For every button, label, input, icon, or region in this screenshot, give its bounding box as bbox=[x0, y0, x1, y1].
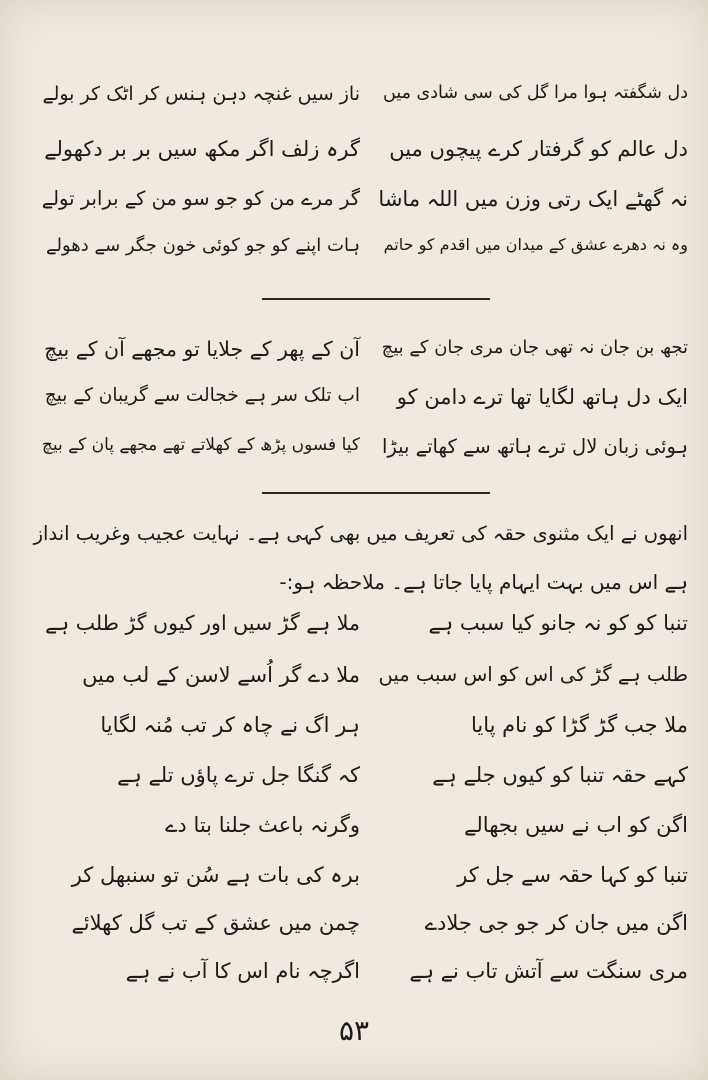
stanza1-left-line-2: گرہ زلف اگر مکھ سیں بر بر دکھولے bbox=[44, 137, 360, 161]
masnavi-left-line-2: ملا دے گر اُسے لاسن کے لب میں bbox=[82, 663, 360, 687]
masnavi-left-line-5: وگرنہ باعث جلنا بتا دے bbox=[165, 813, 360, 837]
masnavi-left-line-3: ہر اگ نے چاہ کر تب مُنہ لگایا bbox=[100, 713, 360, 737]
stanza1-left-line-4: ہات اپنے کو جو کوئی خون جگر سے دھولے bbox=[45, 235, 360, 256]
section-divider-2 bbox=[262, 492, 490, 494]
stanza2-left-line-1: آن کے پھر کے جلایا تو مجھے آن کے بیچ bbox=[44, 337, 360, 361]
stanza1-right-line-4: وہ نہ دھرے عشق کے میدان میں اقدم کو حاتم bbox=[383, 235, 688, 254]
stanza1-right-line-3: نہ گھٹے ایک رتی وزن میں اللہ ماشا bbox=[378, 187, 688, 211]
masnavi-right-line-5: اگن کو اب نے سیں بجھالے bbox=[464, 813, 688, 837]
masnavi-right-line-7: اگن میں جان کر جو جی جلادے bbox=[424, 911, 688, 935]
stanza1-left-line-1: ناز سیں غنچہ دہن ہنس کر اٹک کر بولے bbox=[42, 83, 360, 105]
masnavi-right-line-8: مری سنگت سے آتش تاب نے ہے bbox=[409, 959, 688, 983]
stanza2-right-line-3: ہوئی زبان لال ترے ہاتھ سے کھاتے بیڑا bbox=[381, 435, 688, 458]
masnavi-right-line-2: طلب ہے گڑ کی اس کو اس سبب میں bbox=[378, 663, 688, 686]
masnavi-left-line-8: اگرچہ نام اس کا آب نے ہے bbox=[125, 959, 360, 983]
stanza1-left-line-3: گر مرے من کو جو سو من کے برابر تولے bbox=[41, 187, 360, 210]
masnavi-left-line-6: برہ کی بات ہے سُن تو سنبھل کر bbox=[71, 863, 360, 887]
stanza2-left-line-3: کیا فسوں پڑھ کے کھلاتے تھے مجھے پان کے بیچ bbox=[41, 435, 360, 455]
masnavi-right-line-1: تنبا کو کو نہ جانو کیا سبب ہے bbox=[428, 611, 688, 635]
stanza2-right-line-1: تجھ بن جان نہ تھی جان مری جان کے بیچ bbox=[381, 337, 688, 358]
masnavi-right-line-3: ملا جب گڑ گڑا کو نام پایا bbox=[470, 713, 688, 737]
stanza2-left-line-2: اب تلک سر ہے خجالت سے گریبان کے بیچ bbox=[44, 385, 360, 406]
stanza1-right-line-2: دل عالم کو گرفتار کرے پیچوں میں bbox=[389, 137, 688, 161]
stanza1-right-line-1: دل شگفتہ ہوا مرا گل کی سی شادی میں bbox=[383, 83, 688, 103]
stanza2-right-line-2: ایک دل ہاتھ لگایا تھا ترے دامن کو bbox=[396, 385, 688, 409]
prose-line-1: انھوں نے ایک مثنوی حقہ کی تعریف میں بھی کہی ہے۔ نہایت عجیب وغریب انداز bbox=[33, 522, 688, 545]
masnavi-left-line-1: ملا ہے گڑ سیں اور کیوں گڑ طلب ہے bbox=[45, 611, 360, 635]
masnavi-right-line-4: کہے حقہ تنبا کو کیوں جلے ہے bbox=[432, 763, 688, 787]
prose-line-2: ہے اس میں بہت ایہام پایا جاتا ہے۔ ملاحظہ ہو:- bbox=[279, 570, 688, 594]
page-number: ۵۳ bbox=[338, 1014, 370, 1047]
masnavi-right-line-6: تنبا کو کہا حقہ سے جل کر bbox=[457, 863, 688, 887]
masnavi-left-line-4: کہ گنگا جل ترے پاؤں تلے ہے bbox=[117, 763, 360, 787]
section-divider-1 bbox=[262, 298, 490, 300]
masnavi-left-line-7: چمن میں عشق کے تب گل کھلائے bbox=[71, 911, 360, 935]
